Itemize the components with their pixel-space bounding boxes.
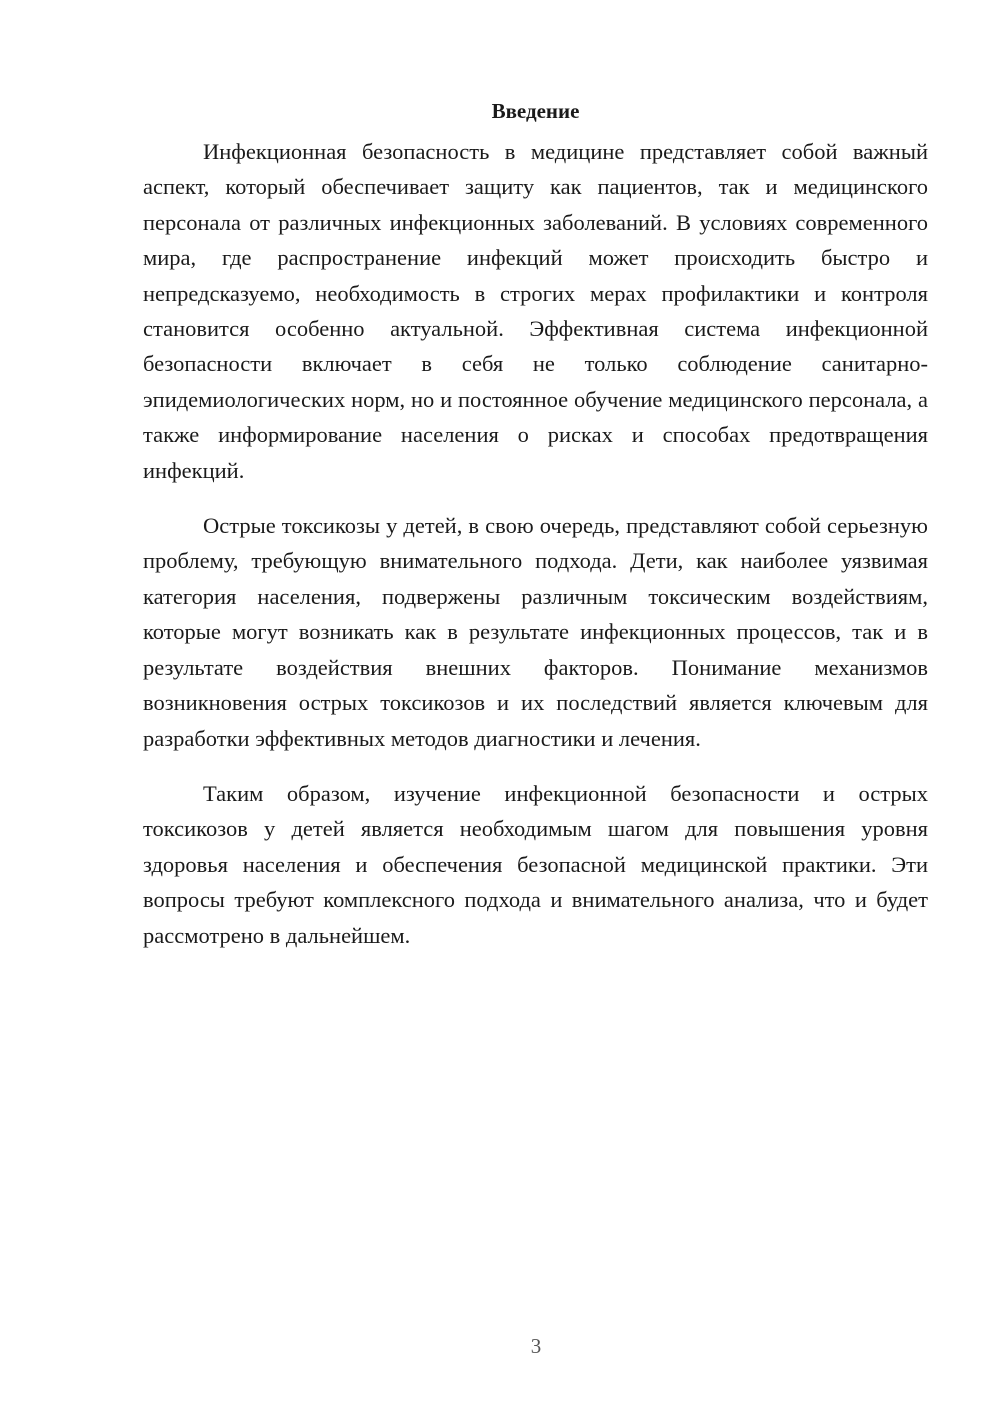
section-title: Введение: [491, 99, 580, 123]
page-number: 3: [530, 1334, 542, 1358]
paragraph-1: Инфекционная безопасность в медицине представляет собой важный аспект, который обеспечивает защиту как пациентов, так и медицинского персонала от различных инфекционных заболеваний. В условиях современного мира, где распространение инфекций может происходить быстро и непредсказуемо, необходимость в строгих мерах профилактики и контроля становится особенно актуальной. Эффективная система инфекционной безопасности включает в себя не только соблюдение санитарно-эпидемиологических норм, но и постоянное обучение медицинского персонала, а также информирование населения о рисках и способах предотвращения инфекций.: [143, 139, 928, 483]
paragraph-3: Таким образом, изучение инфекционной безопасности и острых токсикозов у детей является необходимым шагом для повышения уровня здоровья населения и обеспечения безопасной медицинской практики. Эти вопросы требуют комплексного подхода и внимательного анализа, что и будет рассмотрено в дальнейшем.: [143, 780, 928, 948]
page-content: [143, 96, 928, 973]
paragraph-2: Острые токсикозы у детей, в свою очередь, представляют собой серьезную проблему, требующую внимательного подхода. Дети, как наиболее уязвимая категория населения, подвержены различным токсическим воздействиям, которые могут возникать как в результате инфекционных процессов, так и в результате воздействия внешних факторов. Понимание механизмов возникновения острых токсикозов и их последствий является ключевым для разработки эффективных методов диагностики и лечения.: [143, 513, 928, 751]
